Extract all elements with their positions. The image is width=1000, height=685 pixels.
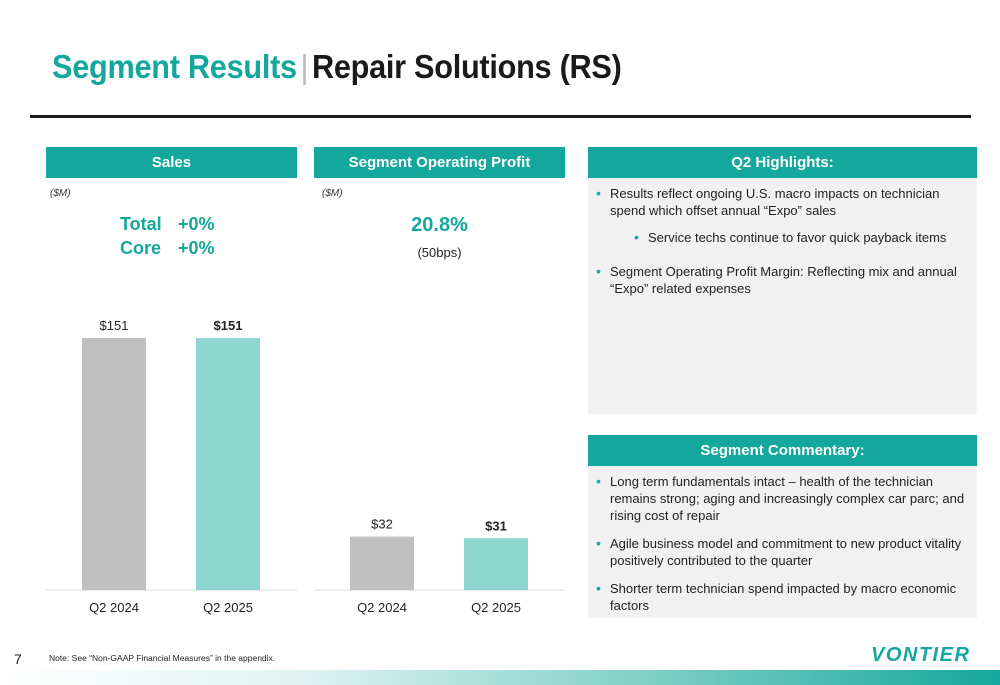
bullet-text: Shorter term technician spend impacted by macro economic factors [610,581,957,613]
metric-row-core [120,236,215,260]
vontier-logo: VONTIER [871,644,971,666]
highlights-header: Q2 Highlights: [588,147,977,178]
sales-bar-1 [82,338,146,590]
sales-bar-2 [196,338,260,590]
sales-category-label: Q2 2025 [203,600,253,615]
bullet-icon: • [596,580,601,596]
commentary-header: Segment Commentary: [588,435,977,466]
sop-header: Segment Operating Profit [314,147,565,178]
sop-margin-value: 20.8% [411,214,468,236]
commentary-bullet [596,580,970,614]
sop-data-label: $32 [371,516,393,532]
bullet-text: Long term fundamentals intact – health of the technician remains strong; aging and increasingly complex car parc; and rising cost of repair [610,474,965,523]
commentary-bullet [596,535,970,569]
sop-category-label: Q2 2024 [357,600,407,615]
highlight-bullet [596,185,970,219]
metric-label: Total [120,214,162,234]
bullet-icon: • [596,535,601,551]
metric-value: +0% [178,214,215,234]
sop-bar-2 [464,538,528,590]
commentary-bullet [596,473,970,524]
sop-bar-1 [350,537,414,590]
bullet-text: Results reflect ongoing U.S. macro impacts on technician spend which offset annual “Expo” sales [610,186,940,218]
bullet-icon: • [596,185,601,201]
metric-row-total [120,212,215,236]
metric-value: +0% [178,238,215,258]
sop-data-label: $31 [485,518,507,534]
bullet-text: Segment Operating Profit Margin: Reflecting mix and annual “Expo” related expenses [610,264,957,296]
bullet-text: Agile business model and commitment to new product vitality positively contributed to the quarter [610,536,962,568]
title-divider [30,115,971,118]
bullet-icon: • [596,263,601,279]
sop-bar-chart [314,300,565,620]
bullet-text: Service techs continue to favor quick payback items [648,230,947,245]
metric-label: Core [120,238,162,258]
title-accent: Segment Results [52,48,297,85]
sales-header: Sales [46,147,297,178]
page-number: 7 [14,651,22,667]
footer-gradient-bar [0,670,1000,685]
sales-unit-label: ($M) [50,188,71,199]
title-main: Repair Solutions (RS) [311,48,622,85]
page-title [52,48,622,86]
sales-growth-metrics [120,212,215,260]
highlight-bullet [596,263,960,297]
footnote: Note: See “Non-GAAP Financial Measures” in the appendix. [49,653,276,663]
bullet-icon: • [596,473,601,489]
title-separator: | [300,48,309,85]
sop-margin-change: (50bps) [417,245,462,260]
sop-unit-label: ($M) [322,188,343,199]
sales-category-label: Q2 2024 [89,600,139,615]
sales-data-label: $151 [213,318,243,333]
highlight-sub-bullet [634,229,968,246]
sop-category-label: Q2 2025 [471,600,521,615]
sales-bar-chart [46,300,297,620]
sales-data-label: $151 [99,318,129,333]
bullet-icon: • [634,229,639,245]
